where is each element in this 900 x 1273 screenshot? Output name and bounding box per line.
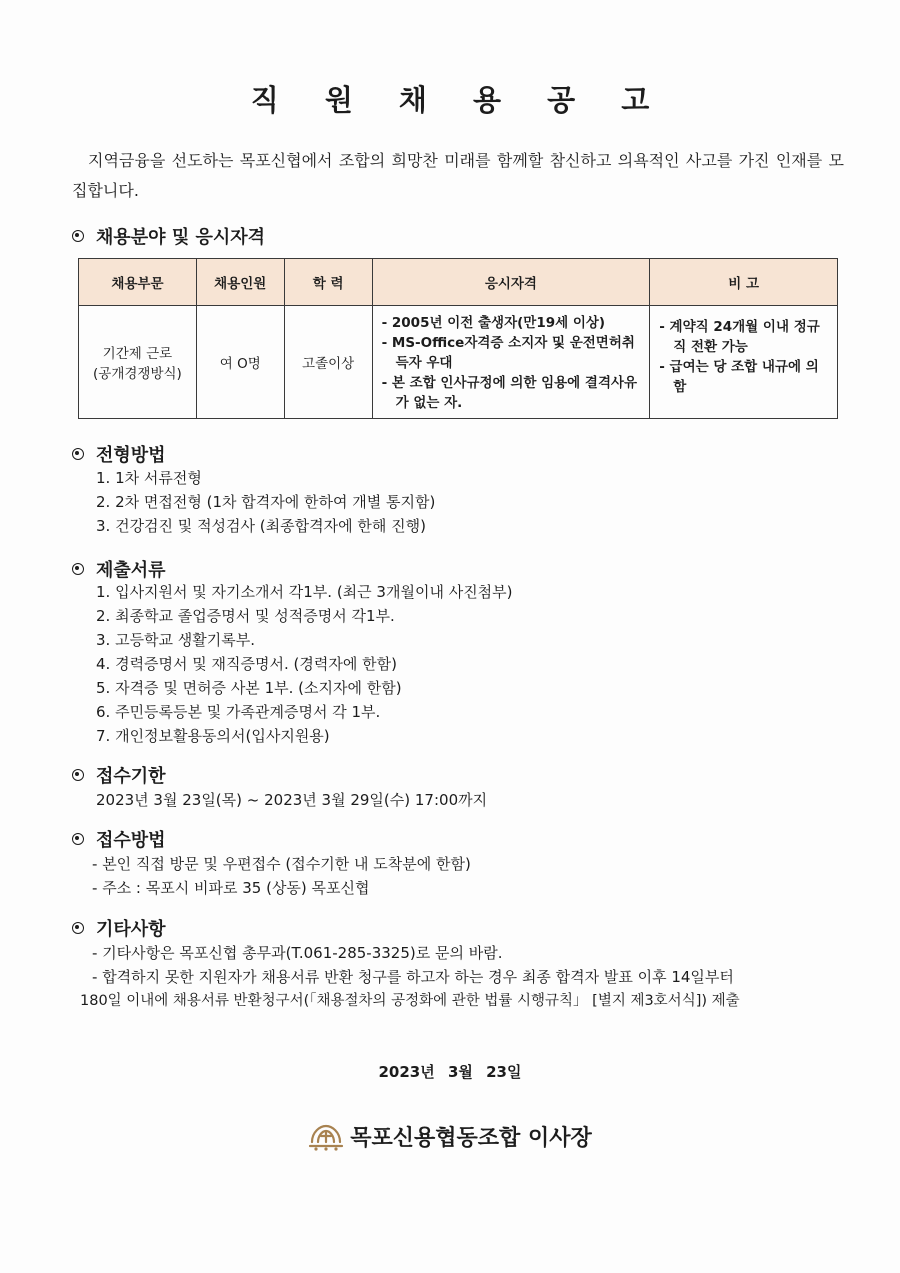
circle-bullet-icon bbox=[72, 833, 84, 845]
list-item: 5. 자격증 및 면허증 사본 1부. (소지자에 한함) bbox=[96, 679, 402, 697]
list-item: 2. 2차 면접전형 (1차 합격자에 한하여 개별 통지함) bbox=[96, 493, 436, 511]
qualification-item: - 본 조합 인사규정에 의한 임용에 결격사유가 없는 자. bbox=[382, 373, 643, 413]
circle-bullet-icon bbox=[72, 769, 84, 781]
section-other-heading bbox=[72, 915, 166, 941]
issue-date: 2023년 3월 23일 bbox=[378, 1063, 522, 1081]
list-item: 2. 최종학교 졸업증명서 및 성적증명서 각1부. bbox=[96, 607, 395, 625]
list-item: 1. 입사지원서 및 자기소개서 각1부. (최근 3개월이내 사진첨부) bbox=[96, 583, 513, 601]
signatory: 목포신용협동조합 이사장 bbox=[350, 1126, 592, 1151]
qualification-item: - 2005년 이전 출생자(만19세 이상) bbox=[382, 313, 643, 333]
process-list bbox=[96, 466, 435, 538]
cell-remarks bbox=[650, 306, 838, 419]
section-deadline-heading bbox=[72, 762, 166, 788]
page-title: 직 원 채 용 공 고 bbox=[250, 83, 668, 117]
department-line: (공개경쟁방식) bbox=[93, 366, 182, 382]
list-item: 7. 개인정보활용동의서(입사지원용) bbox=[96, 727, 330, 745]
section-documents-heading bbox=[72, 556, 166, 582]
list-item: 4. 경력증명서 및 재직증명서. (경력자에 한함) bbox=[96, 655, 397, 673]
recruitment-table bbox=[78, 258, 838, 419]
signature-block bbox=[0, 1121, 900, 1152]
section-method-heading bbox=[72, 826, 166, 852]
header-education: 학 력 bbox=[284, 259, 372, 306]
list-item: 3. 건강검진 및 적성검사 (최종합격자에 한해 진행) bbox=[96, 517, 426, 535]
header-qualifications: 응시자격 bbox=[372, 259, 650, 306]
list-item: 6. 주민등록등본 및 가족관계증명서 각 1부. bbox=[96, 703, 381, 721]
circle-bullet-icon bbox=[72, 448, 84, 460]
table-header-row bbox=[79, 259, 838, 306]
documents-list bbox=[96, 580, 513, 748]
cell-headcount: 여 O명 bbox=[196, 306, 284, 419]
list-item: - 기타사항은 목포신협 총무과(T.061-285-3325)로 문의 바람. bbox=[92, 941, 734, 965]
section-process-title: 전형방법 bbox=[96, 445, 166, 466]
section-deadline-title: 접수기한 bbox=[96, 766, 166, 787]
circle-bullet-icon bbox=[72, 230, 84, 242]
list-item: 3. 고등학교 생활기록부. bbox=[96, 631, 256, 649]
section-recruit-title: 채용분야 및 응시자격 bbox=[96, 227, 266, 248]
section-method-title: 접수방법 bbox=[96, 830, 166, 851]
shinhyup-logo-icon bbox=[308, 1122, 344, 1152]
department-line: 기간제 근로 bbox=[102, 346, 173, 362]
table-row bbox=[79, 306, 838, 419]
cell-qualifications bbox=[372, 306, 650, 419]
list-item: - 합격하지 못한 지원자가 채용서류 반환 청구를 하고자 하는 경우 최종 합격자 발표 이후 14일부터 bbox=[92, 965, 734, 989]
qualification-item: - MS-Office자격증 소지자 및 운전면허취득자 우대 bbox=[382, 333, 643, 373]
remark-item: - 계약직 24개월 이내 정규직 전환 가능 bbox=[659, 317, 830, 357]
deadline-text: 2023년 3월 23일(목) ~ 2023년 3월 29일(수) 17:00까지 bbox=[96, 791, 488, 809]
list-item: - 본인 직접 방문 및 우편접수 (접수기한 내 도착분에 한함) bbox=[92, 852, 471, 876]
cell-education: 고졸이상 bbox=[284, 306, 372, 419]
section-other-title: 기타사항 bbox=[96, 919, 166, 940]
header-headcount: 채용인원 bbox=[196, 259, 284, 306]
circle-bullet-icon bbox=[72, 922, 84, 934]
cell-department bbox=[79, 306, 197, 419]
circle-bullet-icon bbox=[72, 563, 84, 575]
header-remarks: 비 고 bbox=[650, 259, 838, 306]
section-recruit-heading bbox=[72, 223, 265, 249]
section-documents-title: 제출서류 bbox=[96, 560, 166, 581]
method-list bbox=[92, 852, 471, 900]
list-item: 1. 1차 서류전형 bbox=[96, 469, 202, 487]
intro-paragraph: 지역금융을 선도하는 목포신협에서 조합의 희망찬 미래를 함께할 참신하고 의욕적인 사고를 가진 인재를 모집합니다. bbox=[72, 151, 844, 200]
other-list bbox=[92, 941, 734, 989]
other-continuation: 180일 이내에 채용서류 반환청구서(「채용절차의 공정화에 관한 법률 시행규칙」 [별지 제3호서식]) 제출 bbox=[80, 993, 740, 1009]
remark-item: - 급여는 당 조합 내규에 의함 bbox=[659, 357, 830, 397]
section-process-heading bbox=[72, 441, 166, 467]
header-department: 채용부문 bbox=[79, 259, 197, 306]
list-item: - 주소 : 목포시 비파로 35 (상동) 목포신협 bbox=[92, 876, 471, 900]
